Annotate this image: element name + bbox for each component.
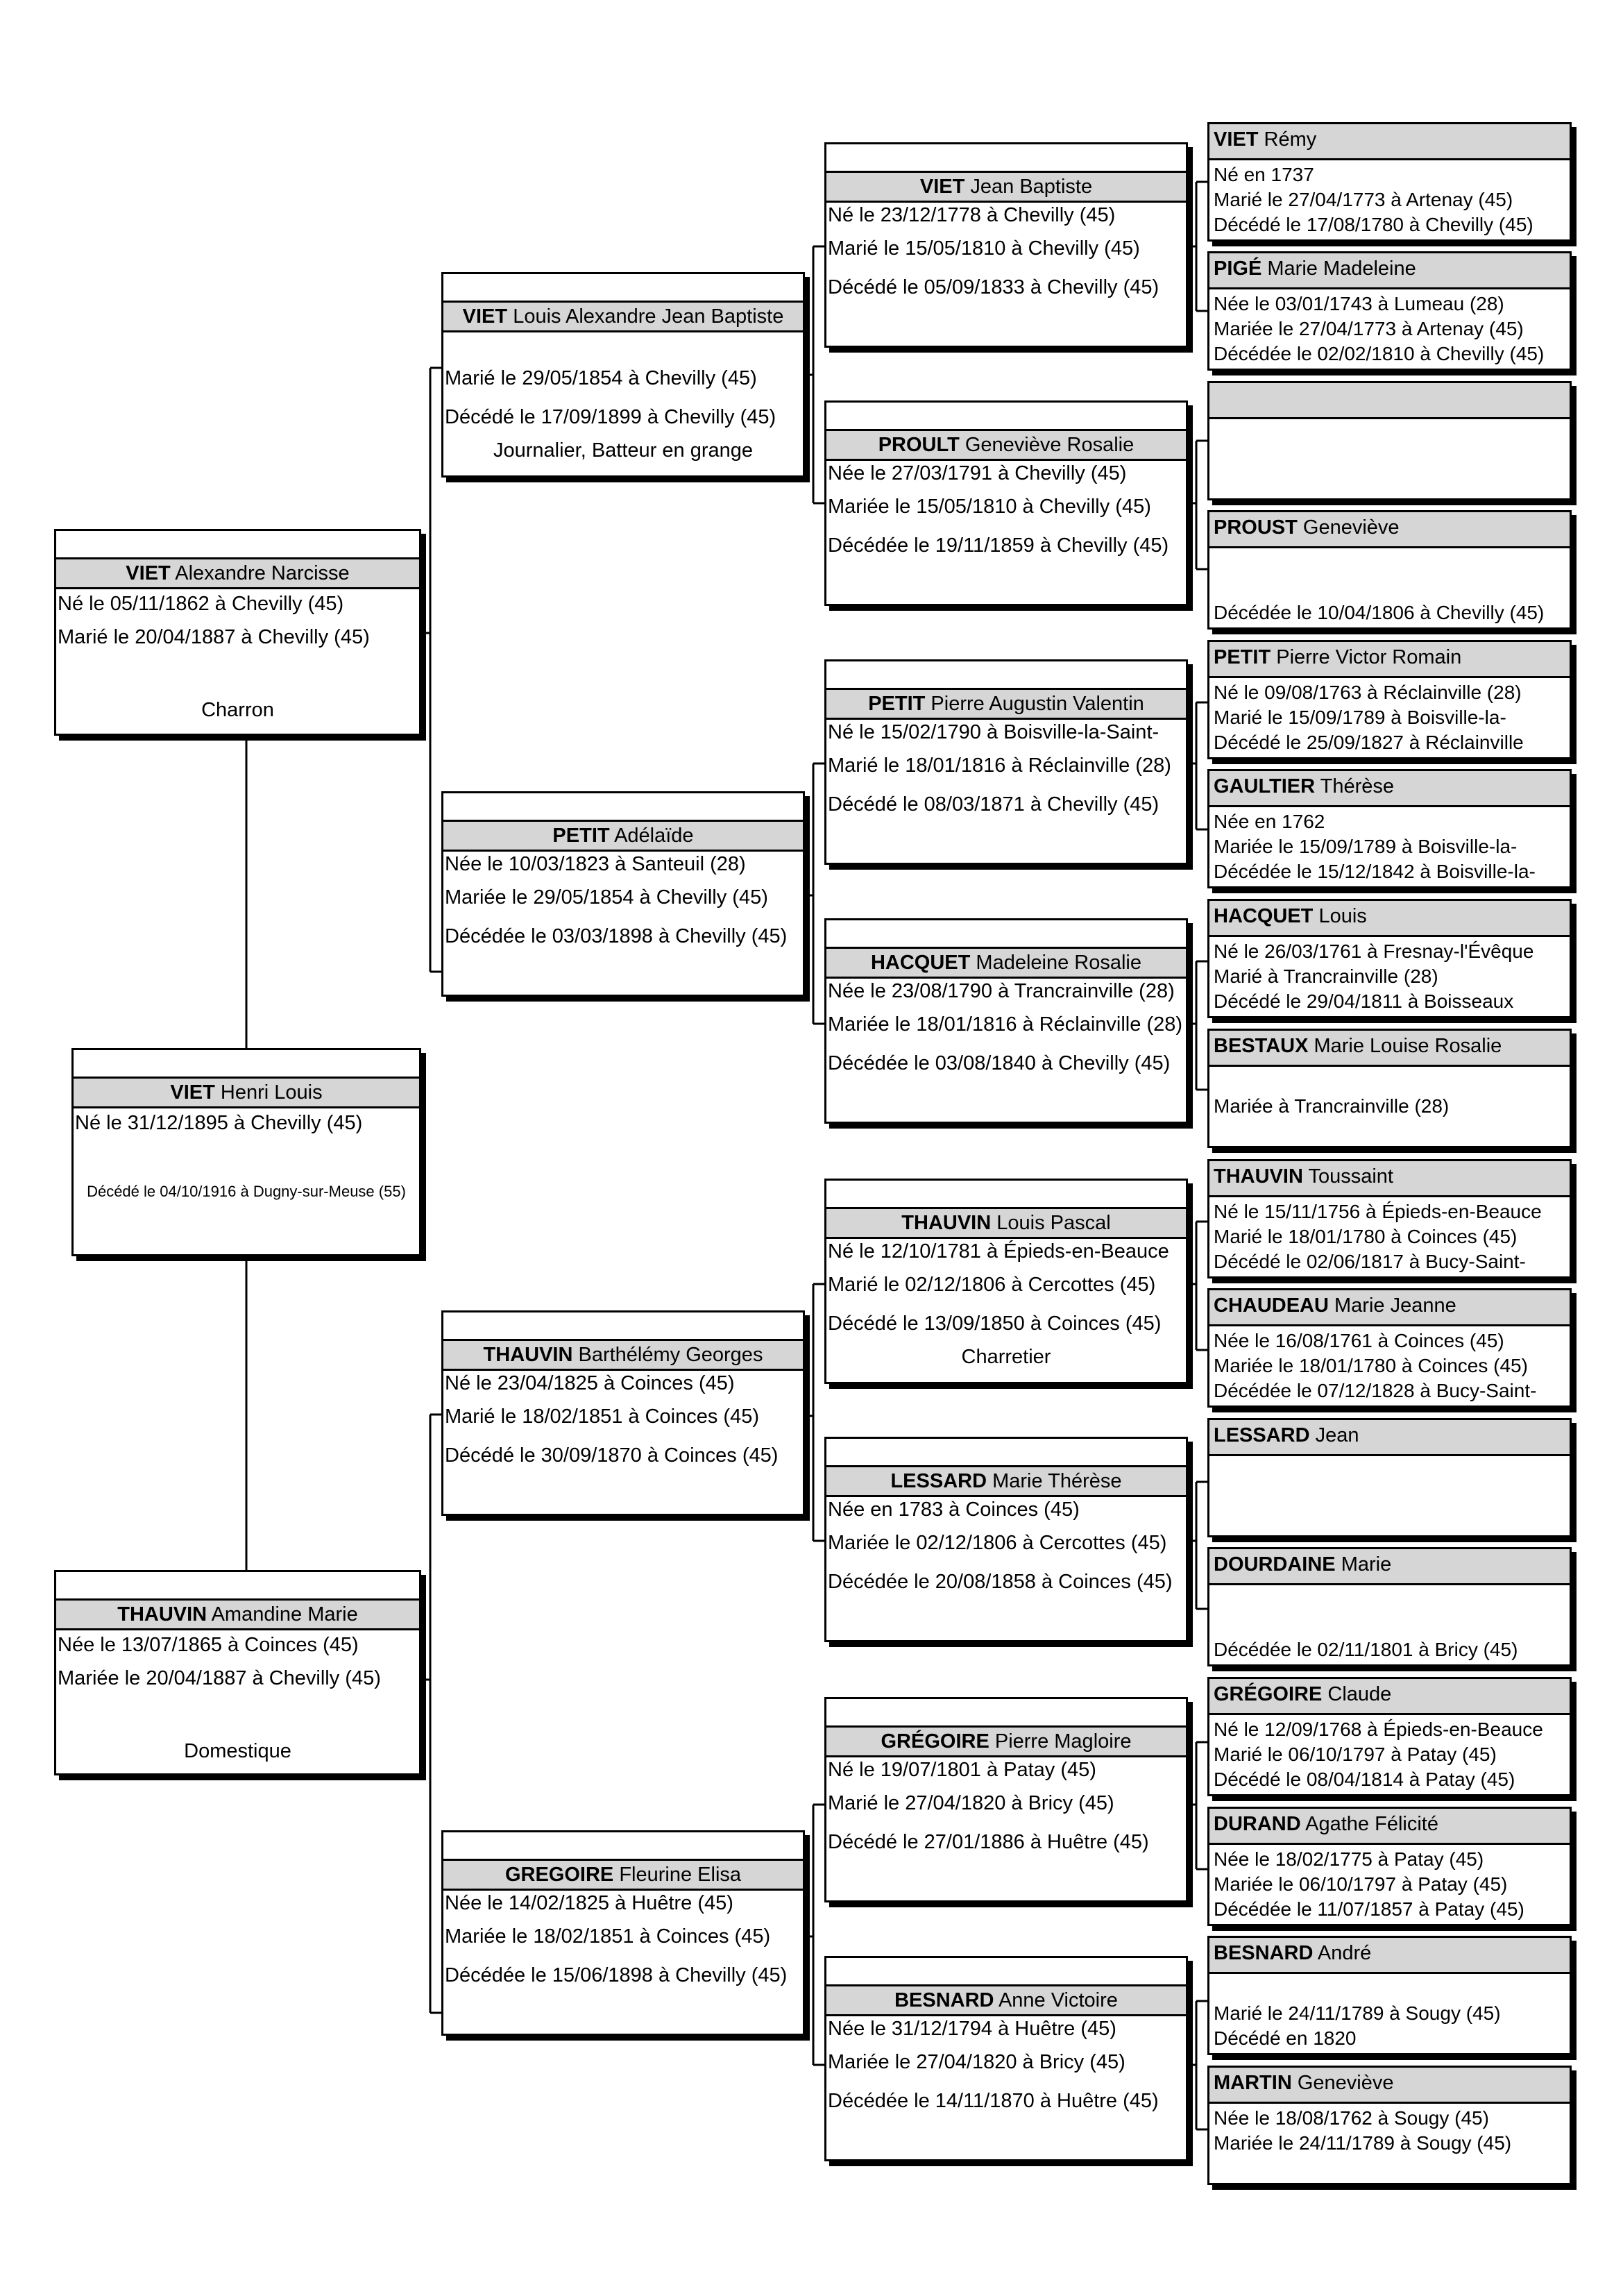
person-name-header	[56, 1598, 419, 1630]
person-name-header	[1209, 1809, 1570, 1845]
person-surname: HACQUET	[870, 952, 971, 974]
person-box-genevieve-rosalie-proult	[824, 400, 1188, 606]
person-given-names: Pierre Augustin Valentin	[931, 693, 1144, 715]
person-name-header	[1209, 1420, 1570, 1456]
person-surname: VIET	[1214, 128, 1259, 151]
birth-line: Né le 05/11/1862 à Chevilly (45)	[58, 593, 344, 615]
person-surname: GRÉGOIRE	[1214, 1683, 1323, 1705]
person-given-names: Thérèse	[1320, 775, 1394, 797]
person-surname: THAUVIN	[117, 1603, 207, 1626]
marriage-line: Marié le 29/05/1854 à Chevilly (45)	[445, 367, 757, 389]
person-surname: LESSARD	[890, 1470, 987, 1492]
person-given-names: Marie Madeleine	[1267, 258, 1416, 280]
marriage-line: Mariée le 15/05/1810 à Chevilly (45)	[828, 496, 1151, 518]
person-surname: LESSARD	[1214, 1424, 1310, 1446]
person-box-genevieve-proust	[1207, 510, 1572, 630]
death-line: Décédé le 30/09/1870 à Coinces (45)	[445, 1444, 779, 1467]
birth-line: Née le 10/03/1823 à Santeuil (28)	[445, 853, 746, 875]
marriage-line: Mariée le 27/04/1773 à Artenay (45)	[1214, 318, 1524, 339]
birth-line: Née le 03/01/1743 à Lumeau (28)	[1214, 293, 1504, 314]
birth-line: Née en 1783 à Coinces (45)	[828, 1499, 1080, 1521]
person-surname: PETIT	[868, 693, 926, 715]
person-given-names: Marie	[1341, 1553, 1392, 1576]
marriage-line: Mariée à Trancrainville (28)	[1214, 1095, 1450, 1117]
person-name-header	[1209, 383, 1570, 419]
birth-line: Né le 26/03/1761 à Fresnay-l'Évêque	[1214, 940, 1534, 962]
birth-line: Née le 31/12/1794 à Huêtre (45)	[828, 2018, 1116, 2040]
person-surname: GRÉGOIRE	[881, 1730, 989, 1753]
death-line: Décédée le 11/07/1857 à Patay (45)	[1214, 1898, 1524, 1920]
person-name-header	[1209, 1938, 1570, 1974]
death-line: Décédé le 17/08/1780 à Chevilly (45)	[1214, 214, 1533, 235]
person-name-header	[826, 171, 1186, 203]
marriage-line: Mariée le 18/02/1851 à Coinces (45)	[445, 1925, 771, 1948]
occupation-line: Journalier, Batteur en grange	[493, 439, 754, 462]
person-name-header	[826, 947, 1186, 979]
person-surname: PETIT	[1214, 646, 1271, 668]
person-name-header	[443, 1339, 803, 1371]
marriage-line: Marié à Trancrainville (28)	[1214, 965, 1438, 987]
person-box-genevieve-martin	[1207, 2066, 1572, 2185]
death-line: Décédée le 15/12/1842 à Boisville-la-	[1214, 861, 1536, 882]
death-line: Décédé le 08/03/1871 à Chevilly (45)	[828, 793, 1159, 816]
person-name-header	[1209, 901, 1570, 937]
marriage-line: Mariée le 24/11/1789 à Sougy (45)	[1214, 2132, 1512, 2154]
person-name-header	[443, 301, 803, 332]
birth-line: Né le 23/04/1825 à Coinces (45)	[445, 1372, 735, 1394]
person-box-henri-louis-viet	[71, 1048, 421, 1256]
person-box-adelaide-petit	[441, 791, 805, 997]
person-name-header	[1209, 253, 1570, 289]
death-line: Décédé le 05/09/1833 à Chevilly (45)	[828, 276, 1159, 298]
person-box-pierre-augustin-valentin-petit	[824, 659, 1188, 865]
death-line: Décédé le 02/06/1817 à Bucy-Saint-	[1214, 1251, 1526, 1272]
person-name-header	[443, 820, 803, 852]
person-given-names: Geneviève	[1297, 2072, 1394, 2094]
person-surname: GREGOIRE	[504, 1864, 614, 1886]
birth-line: Née le 18/08/1762 à Sougy (45)	[1214, 2107, 1489, 2129]
death-line: Décédée le 07/12/1828 à Bucy-Saint-	[1214, 1380, 1537, 1401]
person-name-header	[826, 429, 1186, 461]
person-given-names: Toussaint	[1308, 1165, 1393, 1188]
person-given-names: Madeleine Rosalie	[976, 952, 1142, 974]
person-box-marie-therese-lessard	[824, 1437, 1188, 1642]
marriage-line: Mariée le 20/04/1887 à Chevilly (45)	[58, 1667, 381, 1689]
birth-line: Né le 15/02/1790 à Boisville-la-Saint-	[828, 721, 1159, 743]
person-surname: PROUST	[1214, 516, 1298, 539]
person-given-names: Pierre Magloire	[994, 1730, 1132, 1753]
person-box-anne-victoire-besnard	[824, 1956, 1188, 2161]
person-name-header	[443, 1859, 803, 1891]
death-line: Décédé le 08/04/1814 à Patay (45)	[1214, 1769, 1515, 1790]
birth-line: Née le 23/08/1790 à Trancrainville (28)	[828, 980, 1175, 1002]
person-given-names: Fleurine Elisa	[619, 1864, 742, 1886]
person-given-names: Pierre Victor Romain	[1276, 646, 1462, 668]
person-given-names: Agathe Félicité	[1305, 1813, 1438, 1835]
person-box-therese-gaultier	[1207, 769, 1572, 888]
person-given-names: Rémy	[1264, 128, 1317, 151]
person-surname: VIET	[462, 305, 508, 328]
person-name-header	[1209, 1161, 1570, 1197]
person-box-pierre-victor-romain-petit	[1207, 640, 1572, 759]
person-surname: CHAUDEAU	[1214, 1294, 1329, 1317]
person-name-header	[1209, 771, 1570, 807]
birth-line: Née le 13/07/1865 à Coinces (45)	[58, 1634, 359, 1656]
person-box-marie-madeleine-pige	[1207, 251, 1572, 371]
marriage-line: Mariée le 29/05/1854 à Chevilly (45)	[445, 886, 768, 909]
person-name-header	[74, 1077, 419, 1108]
person-surname: DURAND	[1214, 1813, 1301, 1835]
person-box-agathe-felicite-durand	[1207, 1807, 1572, 1926]
person-name-header	[826, 1984, 1186, 2016]
marriage-line: Marié le 18/01/1780 à Coinces (45)	[1214, 1226, 1518, 1247]
birth-line: Née le 16/08/1761 à Coinces (45)	[1214, 1330, 1504, 1351]
person-box-marie-jeanne-chaudeau	[1207, 1288, 1572, 1408]
person-surname: BESTAUX	[1214, 1035, 1309, 1057]
death-line: Décédé le 17/09/1899 à Chevilly (45)	[445, 406, 776, 428]
occupation-line: Charron	[201, 699, 274, 721]
birth-line: Né le 15/11/1756 à Épieds-en-Beauce	[1214, 1201, 1542, 1222]
person-name-header	[1209, 2068, 1570, 2104]
person-surname: BESNARD	[894, 1989, 994, 2011]
death-line: Décédé le 04/10/1916 à Dugny-sur-Meuse (55)	[87, 1183, 406, 1200]
person-box-barthelemy-georges-thauvin	[441, 1310, 805, 1516]
person-box-jean-lessard	[1207, 1418, 1572, 1537]
birth-line: Né en 1737	[1214, 164, 1314, 185]
person-given-names: Marie Louise Rosalie	[1314, 1035, 1502, 1057]
person-box-pierre-magloire-gregoire	[824, 1697, 1188, 1902]
marriage-line: Marié le 15/05/1810 à Chevilly (45)	[828, 237, 1140, 260]
death-line: Décédée le 02/11/1801 à Bricy (45)	[1214, 1639, 1518, 1660]
person-box-louis-alexandre-jean-baptiste-viet	[441, 272, 805, 478]
marriage-line: Mariée le 06/10/1797 à Patay (45)	[1214, 1873, 1508, 1895]
person-given-names: Louis	[1318, 905, 1367, 927]
death-line: Décédé le 13/09/1850 à Coinces (45)	[828, 1312, 1162, 1335]
person-surname: VIET	[126, 562, 171, 584]
person-name-header	[826, 688, 1186, 720]
person-name-header	[1209, 124, 1570, 160]
person-name-header	[826, 1207, 1186, 1239]
marriage-line: Mariée le 15/09/1789 à Boisville-la-	[1214, 836, 1518, 857]
person-surname: VIET	[919, 176, 965, 198]
person-box-alexandre-narcisse-viet	[54, 529, 421, 736]
person-surname: THAUVIN	[1214, 1165, 1303, 1188]
person-surname: THAUVIN	[483, 1344, 573, 1366]
person-box-jean-baptiste-viet	[824, 142, 1188, 348]
person-box-remy-viet	[1207, 122, 1572, 242]
person-box-fleurine-elisa-gregoire	[441, 1830, 805, 2036]
death-line: Décédé le 29/04/1811 à Boisseaux	[1214, 990, 1514, 1012]
marriage-line: Marié le 18/01/1816 à Réclainville (28)	[828, 754, 1171, 777]
marriage-line: Marié le 18/02/1851 à Coinces (45)	[445, 1406, 759, 1428]
person-given-names: André	[1317, 1942, 1372, 1964]
death-line: Décédée le 03/08/1840 à Chevilly (45)	[828, 1052, 1171, 1074]
birth-line: Née le 18/02/1775 à Patay (45)	[1214, 1848, 1484, 1870]
person-name-header	[56, 557, 419, 589]
person-box-claude-gregoire	[1207, 1677, 1572, 1796]
birth-line: Né le 23/12/1778 à Chevilly (45)	[828, 204, 1116, 226]
marriage-line: Mariée le 18/01/1780 à Coinces (45)	[1214, 1355, 1528, 1376]
person-given-names: Henri Louis	[220, 1081, 323, 1104]
birth-line: Né le 12/09/1768 à Épieds-en-Beauce	[1214, 1719, 1543, 1740]
death-line: Décédé en 1820	[1214, 2027, 1357, 2049]
marriage-line: Marié le 06/10/1797 à Patay (45)	[1214, 1744, 1497, 1765]
person-given-names: Claude	[1327, 1683, 1392, 1705]
marriage-line: Mariée le 18/01/1816 à Réclainville (28)	[828, 1013, 1183, 1036]
death-line: Décédée le 20/08/1858 à Coinces (45)	[828, 1571, 1173, 1593]
person-given-names: Geneviève	[1302, 516, 1400, 539]
person-given-names: Anne Victoire	[998, 1989, 1118, 2011]
death-line: Décédé le 25/09/1827 à Réclainville	[1214, 732, 1524, 753]
person-name-header	[826, 1725, 1186, 1757]
person-surname: BESNARD	[1214, 1942, 1314, 1964]
person-given-names: Adélaïde	[614, 825, 694, 847]
person-surname: VIET	[170, 1081, 215, 1104]
person-given-names: Jean	[1315, 1424, 1359, 1446]
marriage-line: Marié le 24/11/1789 à Sougy (45)	[1214, 2002, 1501, 2024]
marriage-line: Mariée le 27/04/1820 à Bricy (45)	[828, 2051, 1125, 2073]
person-box-marie-louise-rosalie-bestaux	[1207, 1029, 1572, 1148]
person-box-louis-hacquet	[1207, 899, 1572, 1018]
person-given-names: Marie Thérèse	[992, 1470, 1122, 1492]
person-box-louis-pascal-thauvin	[824, 1179, 1188, 1384]
person-given-names: Jean Baptiste	[970, 176, 1093, 198]
person-name-header	[1209, 1031, 1570, 1067]
person-surname: PROULT	[878, 434, 960, 456]
marriage-line: Marié le 27/04/1773 à Artenay (45)	[1214, 189, 1513, 210]
person-box-toussaint-thauvin	[1207, 1159, 1572, 1278]
person-name-header	[1209, 1549, 1570, 1585]
person-given-names: Alexandre Narcisse	[175, 562, 350, 584]
marriage-line: Marié le 27/04/1820 à Bricy (45)	[828, 1792, 1114, 1814]
birth-line: Né le 31/12/1895 à Chevilly (45)	[75, 1112, 363, 1134]
birth-line: Né le 12/10/1781 à Épieds-en-Beauce	[828, 1240, 1169, 1263]
death-line: Décédée le 02/02/1810 à Chevilly (45)	[1214, 343, 1545, 364]
person-surname: PETIT	[552, 825, 610, 847]
birth-line: Née le 14/02/1825 à Huêtre (45)	[445, 1892, 733, 1914]
person-box-marie-dourdaine	[1207, 1547, 1572, 1666]
person-given-names: Amandine Marie	[211, 1603, 358, 1626]
person-name-header	[1209, 512, 1570, 548]
death-line: Décédée le 19/11/1859 à Chevilly (45)	[828, 534, 1169, 557]
marriage-line: Marié le 02/12/1806 à Cercottes (45)	[828, 1274, 1156, 1296]
person-box-madeleine-rosalie-hacquet	[824, 918, 1188, 1124]
occupation-line: Charretier	[961, 1346, 1051, 1368]
birth-line: Né le 19/07/1801 à Patay (45)	[828, 1759, 1096, 1781]
person-name-header	[1209, 1679, 1570, 1715]
death-line: Décédée le 15/06/1898 à Chevilly (45)	[445, 1964, 788, 1986]
birth-line: Né le 09/08/1763 à Réclainville (28)	[1214, 682, 1522, 703]
occupation-line: Domestique	[184, 1740, 291, 1762]
person-given-names: Louis Pascal	[996, 1212, 1111, 1234]
person-box-unknown	[1207, 381, 1572, 500]
person-given-names: Geneviève Rosalie	[965, 434, 1135, 456]
person-surname: HACQUET	[1214, 905, 1314, 927]
death-line: Décédée le 10/04/1806 à Chevilly (45)	[1214, 602, 1545, 623]
person-surname: MARTIN	[1214, 2072, 1292, 2094]
person-box-amandine-marie-thauvin	[54, 1570, 421, 1775]
person-name-header	[1209, 1290, 1570, 1326]
death-line: Décédée le 14/11/1870 à Huêtre (45)	[828, 2090, 1159, 2112]
birth-line: Née en 1762	[1214, 811, 1325, 832]
person-surname: DOURDAINE	[1214, 1553, 1336, 1576]
person-given-names: Louis Alexandre Jean Baptiste	[513, 305, 784, 328]
death-line: Décédée le 03/03/1898 à Chevilly (45)	[445, 925, 788, 947]
marriage-line: Marié le 20/04/1887 à Chevilly (45)	[58, 626, 370, 648]
person-given-names: Marie Jeanne	[1334, 1294, 1456, 1317]
person-surname: PIGÉ	[1214, 258, 1262, 280]
marriage-line: Mariée le 02/12/1806 à Cercottes (45)	[828, 1532, 1167, 1554]
person-surname: THAUVIN	[901, 1212, 992, 1234]
birth-line: Née le 27/03/1791 à Chevilly (45)	[828, 462, 1127, 484]
person-given-names: Barthélémy Georges	[578, 1344, 763, 1366]
death-line: Décédé le 27/01/1886 à Huêtre (45)	[828, 1831, 1149, 1853]
person-box-andre-besnard	[1207, 1936, 1572, 2055]
person-name-header	[826, 1465, 1186, 1497]
person-surname: GAULTIER	[1214, 775, 1316, 797]
marriage-line: Marié le 15/09/1789 à Boisville-la-	[1214, 707, 1506, 728]
person-name-header	[1209, 642, 1570, 678]
